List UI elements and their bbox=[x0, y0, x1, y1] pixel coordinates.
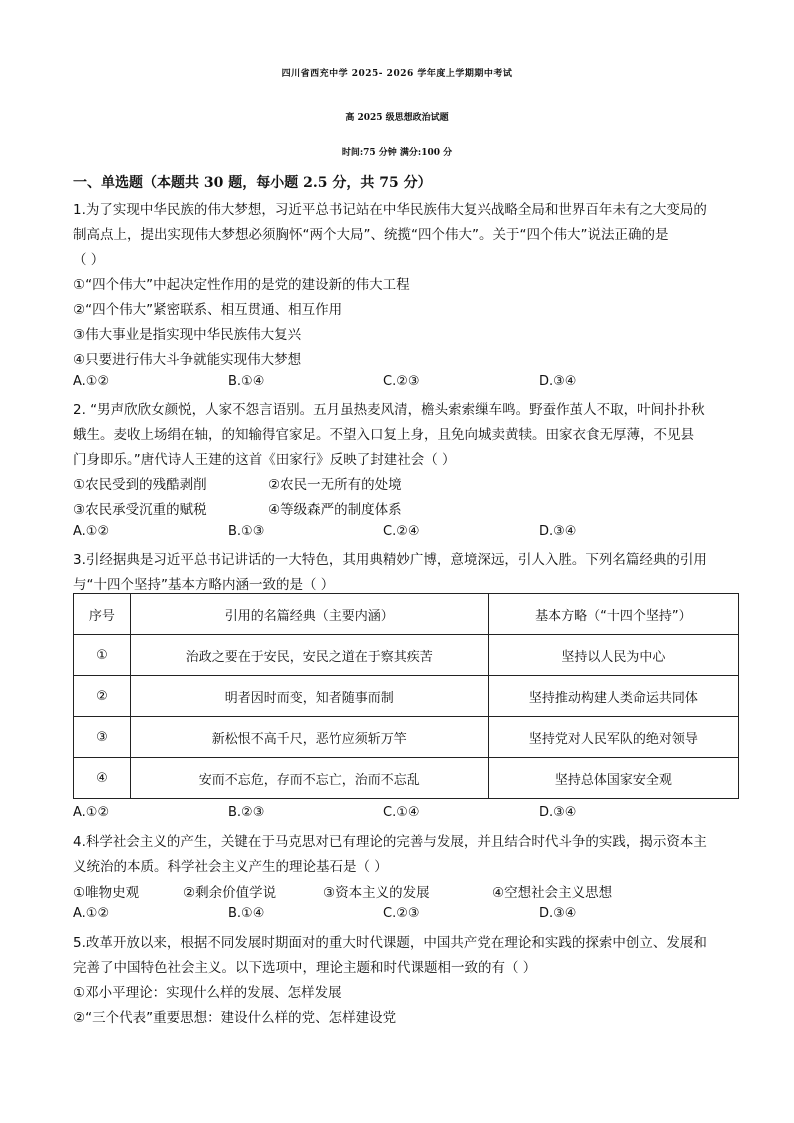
exam-title: 四川省西充中学 2025- 2026 学年度上学期期中考试 bbox=[281, 69, 513, 79]
table-row bbox=[74, 635, 739, 676]
q3-option-c[interactable]: C.①④ bbox=[383, 805, 420, 820]
table-header-cell: 引用的名篇经典（主要内涵） bbox=[130, 594, 488, 635]
table-cell: 新松恨不高千尺，恶竹应须斩万竿 bbox=[130, 717, 488, 758]
q1-options bbox=[73, 374, 723, 392]
table-cell: 坚持总体国家安全观 bbox=[488, 758, 738, 799]
table-header-cell: 序号 bbox=[74, 594, 131, 635]
q2-option-a[interactable]: A.①② bbox=[73, 524, 110, 539]
q1-statement-1: ①“四个伟大”中起决定性作用的是党的建设新的伟大工程 bbox=[73, 277, 410, 293]
q1-stem-line2: 制高点上，提出实现伟大梦想必须胸怀“两个大局”、统揽“四个伟大”。关于“四个伟大”说法正确的是 bbox=[73, 227, 669, 243]
q4-statement-3: ③资本主义的发展 bbox=[323, 885, 430, 901]
q4-option-b[interactable]: B.①④ bbox=[228, 906, 265, 921]
q2-option-c[interactable]: C.②④ bbox=[383, 524, 420, 539]
q2-stem-line1: 2. “男声欣欣女颜悦，人家不怨言语别。五月虽热麦风清，檐头索索缫车鸣。野蚕作茧人不取，叶间扑扑秋 bbox=[73, 402, 705, 418]
q3-option-b[interactable]: B.②③ bbox=[228, 805, 265, 820]
q4-option-a[interactable]: A.①② bbox=[73, 906, 110, 921]
q2-stem-line2: 蛾生。麦收上场绢在轴，的知输得官家足。不望入口复上身，且免向城卖黄犊。田家衣食无厚薄，不见县 bbox=[73, 427, 694, 443]
table-row bbox=[74, 676, 739, 717]
q1-statement-3: ③伟大事业是指实现中华民族伟大复兴 bbox=[73, 327, 302, 343]
exam-time-info: 时间:75 分钟 满分:100 分 bbox=[341, 148, 453, 158]
q4-statement-1: ①唯物史观 bbox=[73, 885, 140, 901]
q2-stem-line3: 门身即乐。”唐代诗人王建的这首《田家行》反映了封建社会（ ） bbox=[73, 452, 456, 468]
q4-stem-line2: 义统治的本质。科学社会主义产生的理论基石是（ ） bbox=[73, 859, 388, 875]
table-header-cell: 基本方略（“十四个坚持”） bbox=[488, 594, 738, 635]
table-cell: ② bbox=[74, 676, 131, 717]
table-cell: 治政之要在于安民，安民之道在于察其疾苦 bbox=[130, 635, 488, 676]
q1-option-b[interactable]: B.①④ bbox=[228, 374, 265, 389]
table-cell: 明者因时而变，知者随事而制 bbox=[130, 676, 488, 717]
table-cell: ① bbox=[74, 635, 131, 676]
table-row bbox=[74, 717, 739, 758]
q2-option-b[interactable]: B.①③ bbox=[228, 524, 265, 539]
q4-options bbox=[73, 906, 723, 924]
q1-option-d[interactable]: D.③④ bbox=[539, 374, 577, 389]
q2-option-d[interactable]: D.③④ bbox=[539, 524, 577, 539]
q2-statement-4: ④等级森严的制度体系 bbox=[268, 502, 402, 518]
q4-statement-2: ②剩余价值学说 bbox=[183, 885, 277, 901]
q2-statement-2: ②农民一无所有的处境 bbox=[268, 477, 402, 493]
q2-options bbox=[73, 524, 723, 542]
q1-option-c[interactable]: C.②③ bbox=[383, 374, 420, 389]
table-cell: ③ bbox=[74, 717, 131, 758]
table-cell: ④ bbox=[74, 758, 131, 799]
q2-statement-3: ③农民承受沉重的赋税 bbox=[73, 502, 207, 518]
table-cell: 坚持以人民为中心 bbox=[488, 635, 738, 676]
q4-stem-line1: 4.科学社会主义的产生，关键在于马克思对已有理论的完善与发展，并且结合时代斗争的实践，揭示资本主 bbox=[73, 834, 707, 850]
q2-statement-1: ①农民受到的残酷剥削 bbox=[73, 477, 207, 493]
q4-option-d[interactable]: D.③④ bbox=[539, 906, 577, 921]
q1-stem-line3: （ ） bbox=[73, 252, 105, 268]
q3-stem-line2: 与“十四个坚持”基本方略内涵一致的是（ ） bbox=[73, 577, 335, 593]
table-cell: 坚持推动构建人类命运共同体 bbox=[488, 676, 738, 717]
q1-stem-line1: 1.为了实现中华民族的伟大梦想，习近平总书记站在中华民族伟大复兴战略全局和世界百年未有之大变局的 bbox=[73, 202, 707, 218]
q3-options bbox=[73, 805, 723, 823]
exam-subtitle: 高 2025 级思想政治试题 bbox=[345, 113, 449, 123]
q5-stem-line1: 5.改革开放以来，根据不同发展时期面对的重大时代课题，中国共产党在理论和实践的探索中创立、发展和 bbox=[73, 935, 707, 951]
table-header-row bbox=[74, 594, 739, 635]
q1-statement-4: ④只要进行伟大斗争就能实现伟大梦想 bbox=[73, 352, 302, 368]
q3-option-d[interactable]: D.③④ bbox=[539, 805, 577, 820]
table-row bbox=[74, 758, 739, 799]
q4-option-c[interactable]: C.②③ bbox=[383, 906, 420, 921]
q4-statement-4: ④空想社会主义思想 bbox=[492, 885, 613, 901]
q1-option-a[interactable]: A.①② bbox=[73, 374, 110, 389]
table-cell: 坚持党对人民军队的绝对领导 bbox=[488, 717, 738, 758]
table-cell: 安而不忘危，存而不忘亡，治而不忘乱 bbox=[130, 758, 488, 799]
q5-statement-1: ①邓小平理论：实现什么样的发展、怎样发展 bbox=[73, 985, 342, 1001]
q5-stem-line2: 完善了中国特色社会主义。以下选项中，理论主题和时代课题相一致的有（ ） bbox=[73, 960, 537, 976]
section-heading: 一、单选题（本题共 30 题，每小题 2.5 分，共 75 分） bbox=[73, 175, 432, 191]
q5-statement-2: ②“三个代表”重要思想：建设什么样的党、怎样建设党 bbox=[73, 1010, 397, 1026]
q1-statement-2: ②“四个伟大”紧密联系、相互贯通、相互作用 bbox=[73, 302, 343, 318]
q3-option-a[interactable]: A.①② bbox=[73, 805, 110, 820]
q3-table bbox=[73, 593, 739, 799]
q3-stem-line1: 3.引经据典是习近平总书记讲话的一大特色，其用典精妙广博，意境深远，引人入胜。下列名篇经典的引用 bbox=[73, 552, 707, 568]
